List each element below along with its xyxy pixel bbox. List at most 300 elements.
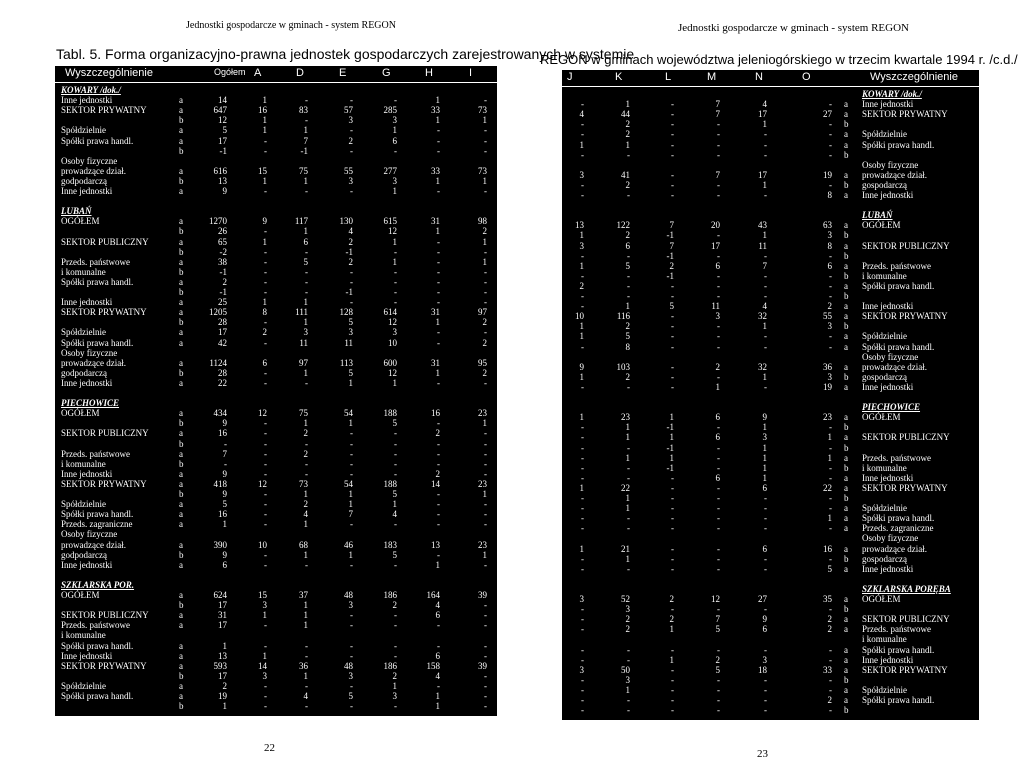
- table-cell: -: [829, 270, 832, 281]
- table-cell: 2: [625, 230, 630, 241]
- table-cell: -: [671, 321, 674, 332]
- table-cell: -: [437, 135, 440, 146]
- table-cell: 10: [575, 311, 584, 322]
- table-cell: -: [437, 499, 440, 510]
- row-label: Inne jednostki: [862, 381, 914, 392]
- table-cell: -: [764, 129, 767, 140]
- table-cell: -: [627, 149, 630, 160]
- table-cell: 42: [218, 337, 227, 348]
- table-cell: 1: [348, 489, 353, 499]
- table-cell: -: [717, 462, 720, 473]
- table-cell: -: [484, 468, 487, 479]
- row-ab-marker: b: [844, 422, 849, 433]
- right-table: [562, 70, 979, 720]
- table-cell: -: [717, 684, 720, 695]
- left-header-ogolem: Ogółem: [214, 67, 246, 77]
- table-cell: 12: [711, 594, 720, 604]
- table-cell: -: [437, 297, 440, 308]
- row-ab-marker: b: [179, 246, 184, 257]
- row-label: Przeds. państwowe: [862, 260, 931, 271]
- row-label: Spółdzielnie: [862, 331, 907, 342]
- right-running-header: Jednostki gospodarcze w gminach - system REGON: [678, 22, 909, 34]
- table-cell: 1: [392, 186, 397, 196]
- table-cell: -: [394, 438, 397, 449]
- row-ab-marker: b: [844, 270, 849, 281]
- row-ab-marker: a: [179, 276, 183, 287]
- table-cell: 1: [303, 125, 308, 136]
- table-cell: -: [764, 149, 767, 160]
- row-ab-marker: a: [179, 408, 183, 419]
- table-cell: -: [671, 149, 674, 160]
- table-cell: 1: [303, 367, 308, 378]
- row-ab-marker: b: [844, 250, 849, 261]
- table-cell: -: [671, 513, 674, 524]
- table-cell: 3: [348, 115, 353, 126]
- table-cell: 1: [669, 452, 674, 463]
- table-cell: 5: [827, 563, 832, 574]
- table-cell: 1: [762, 462, 767, 473]
- table-cell: 2: [625, 179, 630, 190]
- table-cell: -: [671, 190, 674, 200]
- table-cell: -: [829, 553, 832, 564]
- table-cell: -: [581, 684, 584, 695]
- table-cell: 624: [213, 590, 227, 600]
- table-cell: -: [394, 640, 397, 651]
- section-heading: SZKLARSKA PORĘBA: [862, 583, 951, 594]
- table-cell: 1: [392, 125, 397, 136]
- table-cell: 12: [388, 367, 397, 378]
- row-ab-marker: b: [844, 553, 849, 564]
- table-cell: 1: [669, 654, 674, 665]
- row-label: i komunalne: [862, 634, 907, 645]
- table-cell: -: [671, 644, 674, 655]
- table-cell: -: [627, 523, 630, 534]
- table-cell: 43: [758, 220, 767, 231]
- table-cell: -: [671, 139, 674, 150]
- row-ab-marker: a: [179, 691, 183, 701]
- table-cell: 3: [579, 240, 584, 251]
- table-cell: -: [264, 448, 267, 459]
- table-cell: 9: [222, 549, 227, 560]
- table-cell: -: [437, 266, 440, 277]
- row-ab-marker: a: [844, 594, 848, 604]
- table-cell: 11: [344, 337, 353, 348]
- table-cell: 1: [435, 367, 440, 378]
- table-cell: -: [484, 650, 487, 661]
- table-cell: -: [717, 139, 720, 150]
- row-label: Przeds. państwowe: [862, 624, 931, 635]
- table-cell: -1: [666, 462, 674, 473]
- table-cell: -: [350, 458, 353, 469]
- table-cell: -: [350, 428, 353, 439]
- table-cell: 128: [339, 307, 353, 318]
- table-cell: -: [264, 226, 267, 237]
- table-cell: 22: [823, 482, 832, 493]
- table-cell: -: [671, 604, 674, 615]
- table-cell: -: [717, 705, 720, 716]
- table-cell: 38: [218, 256, 227, 267]
- table-cell: 2: [625, 614, 630, 625]
- table-cell: 1: [392, 256, 397, 267]
- row-ab-marker: b: [179, 489, 184, 499]
- table-cell: -: [581, 381, 584, 392]
- table-cell: -: [717, 179, 720, 190]
- table-cell: 54: [344, 478, 353, 489]
- right-header-k: K: [615, 71, 623, 83]
- table-cell: 7: [715, 614, 720, 625]
- table-cell: -: [581, 452, 584, 463]
- table-cell: 17: [758, 169, 767, 180]
- table-cell: 1: [762, 230, 767, 241]
- row-ab-marker: a: [844, 624, 848, 635]
- row-label: OGÓŁEM: [61, 408, 100, 419]
- table-cell: 68: [299, 539, 308, 550]
- table-cell: -: [437, 418, 440, 429]
- table-cell: -: [394, 650, 397, 661]
- table-cell: -: [581, 513, 584, 524]
- row-ab-marker: a: [179, 307, 183, 318]
- table-cell: -: [394, 287, 397, 297]
- table-cell: -: [627, 291, 630, 301]
- row-label: gospodarczą: [862, 553, 907, 564]
- table-cell: -: [484, 509, 487, 520]
- table-cell: -: [264, 680, 267, 691]
- table-cell: -: [350, 680, 353, 691]
- table-cell: 122: [616, 220, 630, 231]
- table-cell: 1: [762, 371, 767, 382]
- table-cell: -: [437, 276, 440, 287]
- table-cell: 55: [823, 311, 832, 322]
- table-cell: 158: [426, 660, 440, 671]
- table-cell: 3: [579, 594, 584, 604]
- table-cell: -: [717, 250, 720, 261]
- table-cell: -: [627, 442, 630, 453]
- table-cell: 15: [258, 590, 267, 600]
- table-cell: 2: [625, 321, 630, 332]
- table-cell: -: [305, 640, 308, 651]
- table-cell: -: [829, 644, 832, 655]
- table-cell: 7: [762, 260, 767, 271]
- row-ab-marker: b: [179, 438, 184, 449]
- table-cell: 2: [392, 670, 397, 681]
- table-cell: -: [484, 691, 487, 701]
- row-ab-marker: a: [844, 482, 848, 493]
- row-ab-marker: a: [844, 523, 848, 534]
- table-cell: 33: [431, 105, 440, 116]
- table-cell: 32: [758, 311, 767, 322]
- table-cell: 65: [218, 236, 227, 247]
- table-cell: -1: [345, 287, 353, 297]
- left-header-a: A: [254, 67, 262, 79]
- table-cell: 9: [222, 468, 227, 479]
- table-cell: -: [829, 99, 832, 110]
- table-cell: -: [764, 331, 767, 342]
- table-cell: 1: [625, 553, 630, 564]
- table-cell: -: [264, 549, 267, 560]
- table-cell: 7: [348, 509, 353, 520]
- table-cell: 1: [435, 175, 440, 186]
- table-cell: 1: [303, 600, 308, 611]
- table-cell: -: [437, 640, 440, 651]
- table-cell: 9: [262, 216, 267, 227]
- table-cell: -: [484, 670, 487, 681]
- table-cell: -: [671, 371, 674, 382]
- row-ab-marker: b: [844, 442, 849, 453]
- table-cell: 14: [218, 95, 227, 106]
- table-cell: 7: [715, 169, 720, 180]
- table-cell: -: [829, 523, 832, 534]
- table-cell: 647: [213, 105, 227, 116]
- row-label: Spółdzielnie: [862, 684, 907, 695]
- table-cell: 48: [344, 660, 353, 671]
- table-cell: -: [717, 553, 720, 564]
- table-cell: 2: [625, 129, 630, 140]
- row-ab-marker: b: [179, 670, 184, 681]
- table-cell: -: [484, 559, 487, 570]
- table-cell: 2: [669, 614, 674, 625]
- right-header-j: J: [567, 71, 573, 83]
- table-cell: 9: [222, 186, 227, 196]
- table-cell: 19: [823, 169, 832, 180]
- table-cell: 28: [218, 317, 227, 328]
- table-cell: 1: [348, 377, 353, 388]
- row-label: Osoby fizyczne: [862, 159, 919, 170]
- table-cell: -: [437, 145, 440, 156]
- table-cell: -1: [345, 246, 353, 257]
- table-cell: -: [264, 691, 267, 701]
- left-column-header: [55, 66, 497, 83]
- table-cell: -: [305, 95, 308, 106]
- table-cell: 21: [621, 543, 630, 554]
- table-cell: -: [394, 701, 397, 712]
- table-cell: -: [717, 493, 720, 503]
- table-cell: -1: [219, 145, 227, 156]
- table-cell: -: [484, 287, 487, 297]
- table-cell: -: [671, 664, 674, 675]
- table-cell: -: [671, 523, 674, 534]
- table-cell: -: [764, 674, 767, 685]
- table-cell: -: [264, 287, 267, 297]
- table-cell: 1: [222, 519, 227, 530]
- row-label: SEKTOR PRYWATNY: [61, 478, 147, 489]
- table-cell: 36: [299, 660, 308, 671]
- table-cell: 46: [344, 539, 353, 550]
- row-ab-marker: a: [844, 169, 848, 180]
- row-label: godpodarczą: [61, 367, 107, 378]
- table-cell: 1: [392, 680, 397, 691]
- row-label: SEKTOR PUBLICZNY: [61, 236, 149, 247]
- table-cell: -: [350, 650, 353, 661]
- row-ab-marker: a: [844, 240, 848, 251]
- table-cell: 10: [258, 539, 267, 550]
- table-cell: -: [264, 266, 267, 277]
- row-label: i komunalne: [61, 458, 106, 469]
- table-cell: -: [671, 280, 674, 291]
- table-cell: 1: [222, 640, 227, 651]
- table-cell: 1: [348, 499, 353, 510]
- table-cell: -: [264, 620, 267, 631]
- row-label: Przeds. zagraniczne: [862, 523, 934, 534]
- row-label: Spółdzielnie: [61, 125, 106, 136]
- row-ab-marker: b: [844, 179, 849, 190]
- table-cell: 16: [431, 408, 440, 419]
- table-cell: -: [581, 99, 584, 110]
- row-ab-marker: a: [179, 216, 183, 227]
- table-cell: -: [437, 549, 440, 560]
- row-label: Osoby fizyczne: [61, 347, 118, 358]
- row-label: i komunalne: [61, 630, 106, 641]
- row-ab-marker: a: [179, 377, 183, 388]
- table-cell: 186: [383, 660, 397, 671]
- table-cell: 116: [616, 311, 630, 322]
- table-cell: 1270: [209, 216, 227, 227]
- table-cell: -: [264, 468, 267, 479]
- table-cell: -: [671, 705, 674, 716]
- table-cell: 1: [579, 331, 584, 342]
- table-cell: -: [627, 270, 630, 281]
- table-cell: 83: [299, 105, 308, 116]
- row-label: Inne jednostki: [61, 468, 113, 479]
- table-cell: 1: [579, 260, 584, 271]
- table-cell: -: [264, 256, 267, 267]
- table-cell: -: [581, 705, 584, 716]
- table-cell: -1: [666, 422, 674, 433]
- row-label: Spółki prawa handl.: [61, 509, 134, 520]
- table-cell: -: [627, 190, 630, 200]
- table-cell: 3: [348, 670, 353, 681]
- table-cell: 1: [303, 226, 308, 237]
- table-cell: -: [394, 519, 397, 530]
- row-ab-marker: b: [179, 266, 184, 277]
- table-cell: -1: [300, 145, 308, 156]
- table-cell: -: [764, 684, 767, 695]
- table-cell: 5: [222, 125, 227, 136]
- row-ab-marker: a: [179, 499, 183, 510]
- table-cell: 5: [222, 499, 227, 510]
- table-cell: -: [484, 135, 487, 146]
- table-cell: 1: [303, 610, 308, 621]
- table-cell: -: [829, 129, 832, 140]
- table-cell: 3: [827, 230, 832, 241]
- table-cell: 2: [482, 337, 487, 348]
- row-ab-marker: a: [844, 452, 848, 463]
- table-cell: -: [671, 291, 674, 301]
- row-ab-marker: a: [844, 695, 848, 705]
- table-cell: -: [264, 135, 267, 146]
- row-ab-marker: b: [844, 493, 849, 503]
- table-cell: 1: [762, 452, 767, 463]
- row-ab-marker: a: [844, 280, 848, 291]
- table-cell: 1: [762, 321, 767, 332]
- table-cell: 9: [579, 361, 584, 372]
- table-cell: -: [671, 179, 674, 190]
- row-ab-marker: a: [844, 644, 848, 655]
- table-cell: -: [829, 119, 832, 130]
- table-cell: 1: [579, 371, 584, 382]
- table-cell: -: [717, 482, 720, 493]
- table-cell: 6: [715, 432, 720, 443]
- table-cell: 7: [303, 135, 308, 146]
- table-cell: 1: [827, 513, 832, 524]
- table-cell: 3: [348, 175, 353, 186]
- table-cell: -: [224, 458, 227, 469]
- row-label: SEKTOR PUBLICZNY: [862, 432, 950, 443]
- table-cell: 55: [344, 165, 353, 176]
- table-cell: 434: [213, 408, 227, 419]
- table-cell: -: [671, 482, 674, 493]
- table-cell: 5: [348, 691, 353, 701]
- table-cell: -: [581, 614, 584, 625]
- row-label: SEKTOR PUBLICZNY: [61, 610, 149, 621]
- table-cell: -: [350, 266, 353, 277]
- row-label: prowadzące dział.: [61, 165, 126, 176]
- table-cell: 23: [823, 412, 832, 423]
- table-cell: 9: [222, 418, 227, 429]
- right-header-o: O: [802, 71, 811, 83]
- table-cell: -: [671, 311, 674, 322]
- table-cell: -: [437, 287, 440, 297]
- table-cell: -: [394, 145, 397, 156]
- row-ab-marker: a: [844, 614, 848, 625]
- row-label: Spółki prawa handl.: [862, 695, 935, 705]
- table-cell: -: [264, 186, 267, 196]
- table-cell: 95: [478, 357, 487, 368]
- row-ab-marker: a: [179, 468, 183, 479]
- row-label: Inne jednostki: [862, 563, 914, 574]
- table-cell: 39: [478, 590, 487, 600]
- table-cell: 6: [435, 650, 440, 661]
- table-cell: 285: [383, 105, 397, 116]
- table-cell: -: [671, 331, 674, 342]
- table-cell: -: [484, 640, 487, 651]
- table-cell: -: [717, 523, 720, 534]
- table-cell: -: [305, 287, 308, 297]
- table-cell: 16: [218, 428, 227, 439]
- table-cell: -: [717, 230, 720, 241]
- table-cell: -1: [666, 442, 674, 453]
- table-cell: 1: [482, 115, 487, 126]
- table-cell: -: [305, 438, 308, 449]
- table-cell: 2: [715, 654, 720, 665]
- table-cell: 1: [827, 432, 832, 443]
- table-cell: 1: [303, 670, 308, 681]
- row-ab-marker: a: [844, 664, 848, 675]
- table-cell: 12: [388, 226, 397, 237]
- row-label: prowadzące dział.: [862, 543, 927, 554]
- table-cell: 1: [482, 489, 487, 499]
- table-cell: -: [764, 644, 767, 655]
- table-cell: 2: [669, 594, 674, 604]
- table-cell: 22: [218, 377, 227, 388]
- row-label: OGÓŁEM: [862, 220, 901, 231]
- table-cell: 188: [383, 408, 397, 419]
- table-cell: 27: [823, 109, 832, 120]
- row-label: Osoby fizyczne: [61, 529, 118, 540]
- table-cell: 1: [482, 418, 487, 429]
- row-label: SEKTOR PRYWATNY: [61, 660, 147, 671]
- row-ab-marker: a: [179, 186, 183, 196]
- table-cell: 35: [823, 594, 832, 604]
- table-cell: 2: [482, 226, 487, 237]
- table-cell: 57: [344, 105, 353, 116]
- table-cell: 1: [762, 119, 767, 130]
- row-label: Inne jednostki: [61, 377, 113, 388]
- table-cell: -: [484, 610, 487, 621]
- table-cell: 44: [621, 109, 630, 120]
- table-cell: -: [350, 519, 353, 530]
- table-cell: 1: [579, 230, 584, 241]
- table-cell: -: [671, 109, 674, 120]
